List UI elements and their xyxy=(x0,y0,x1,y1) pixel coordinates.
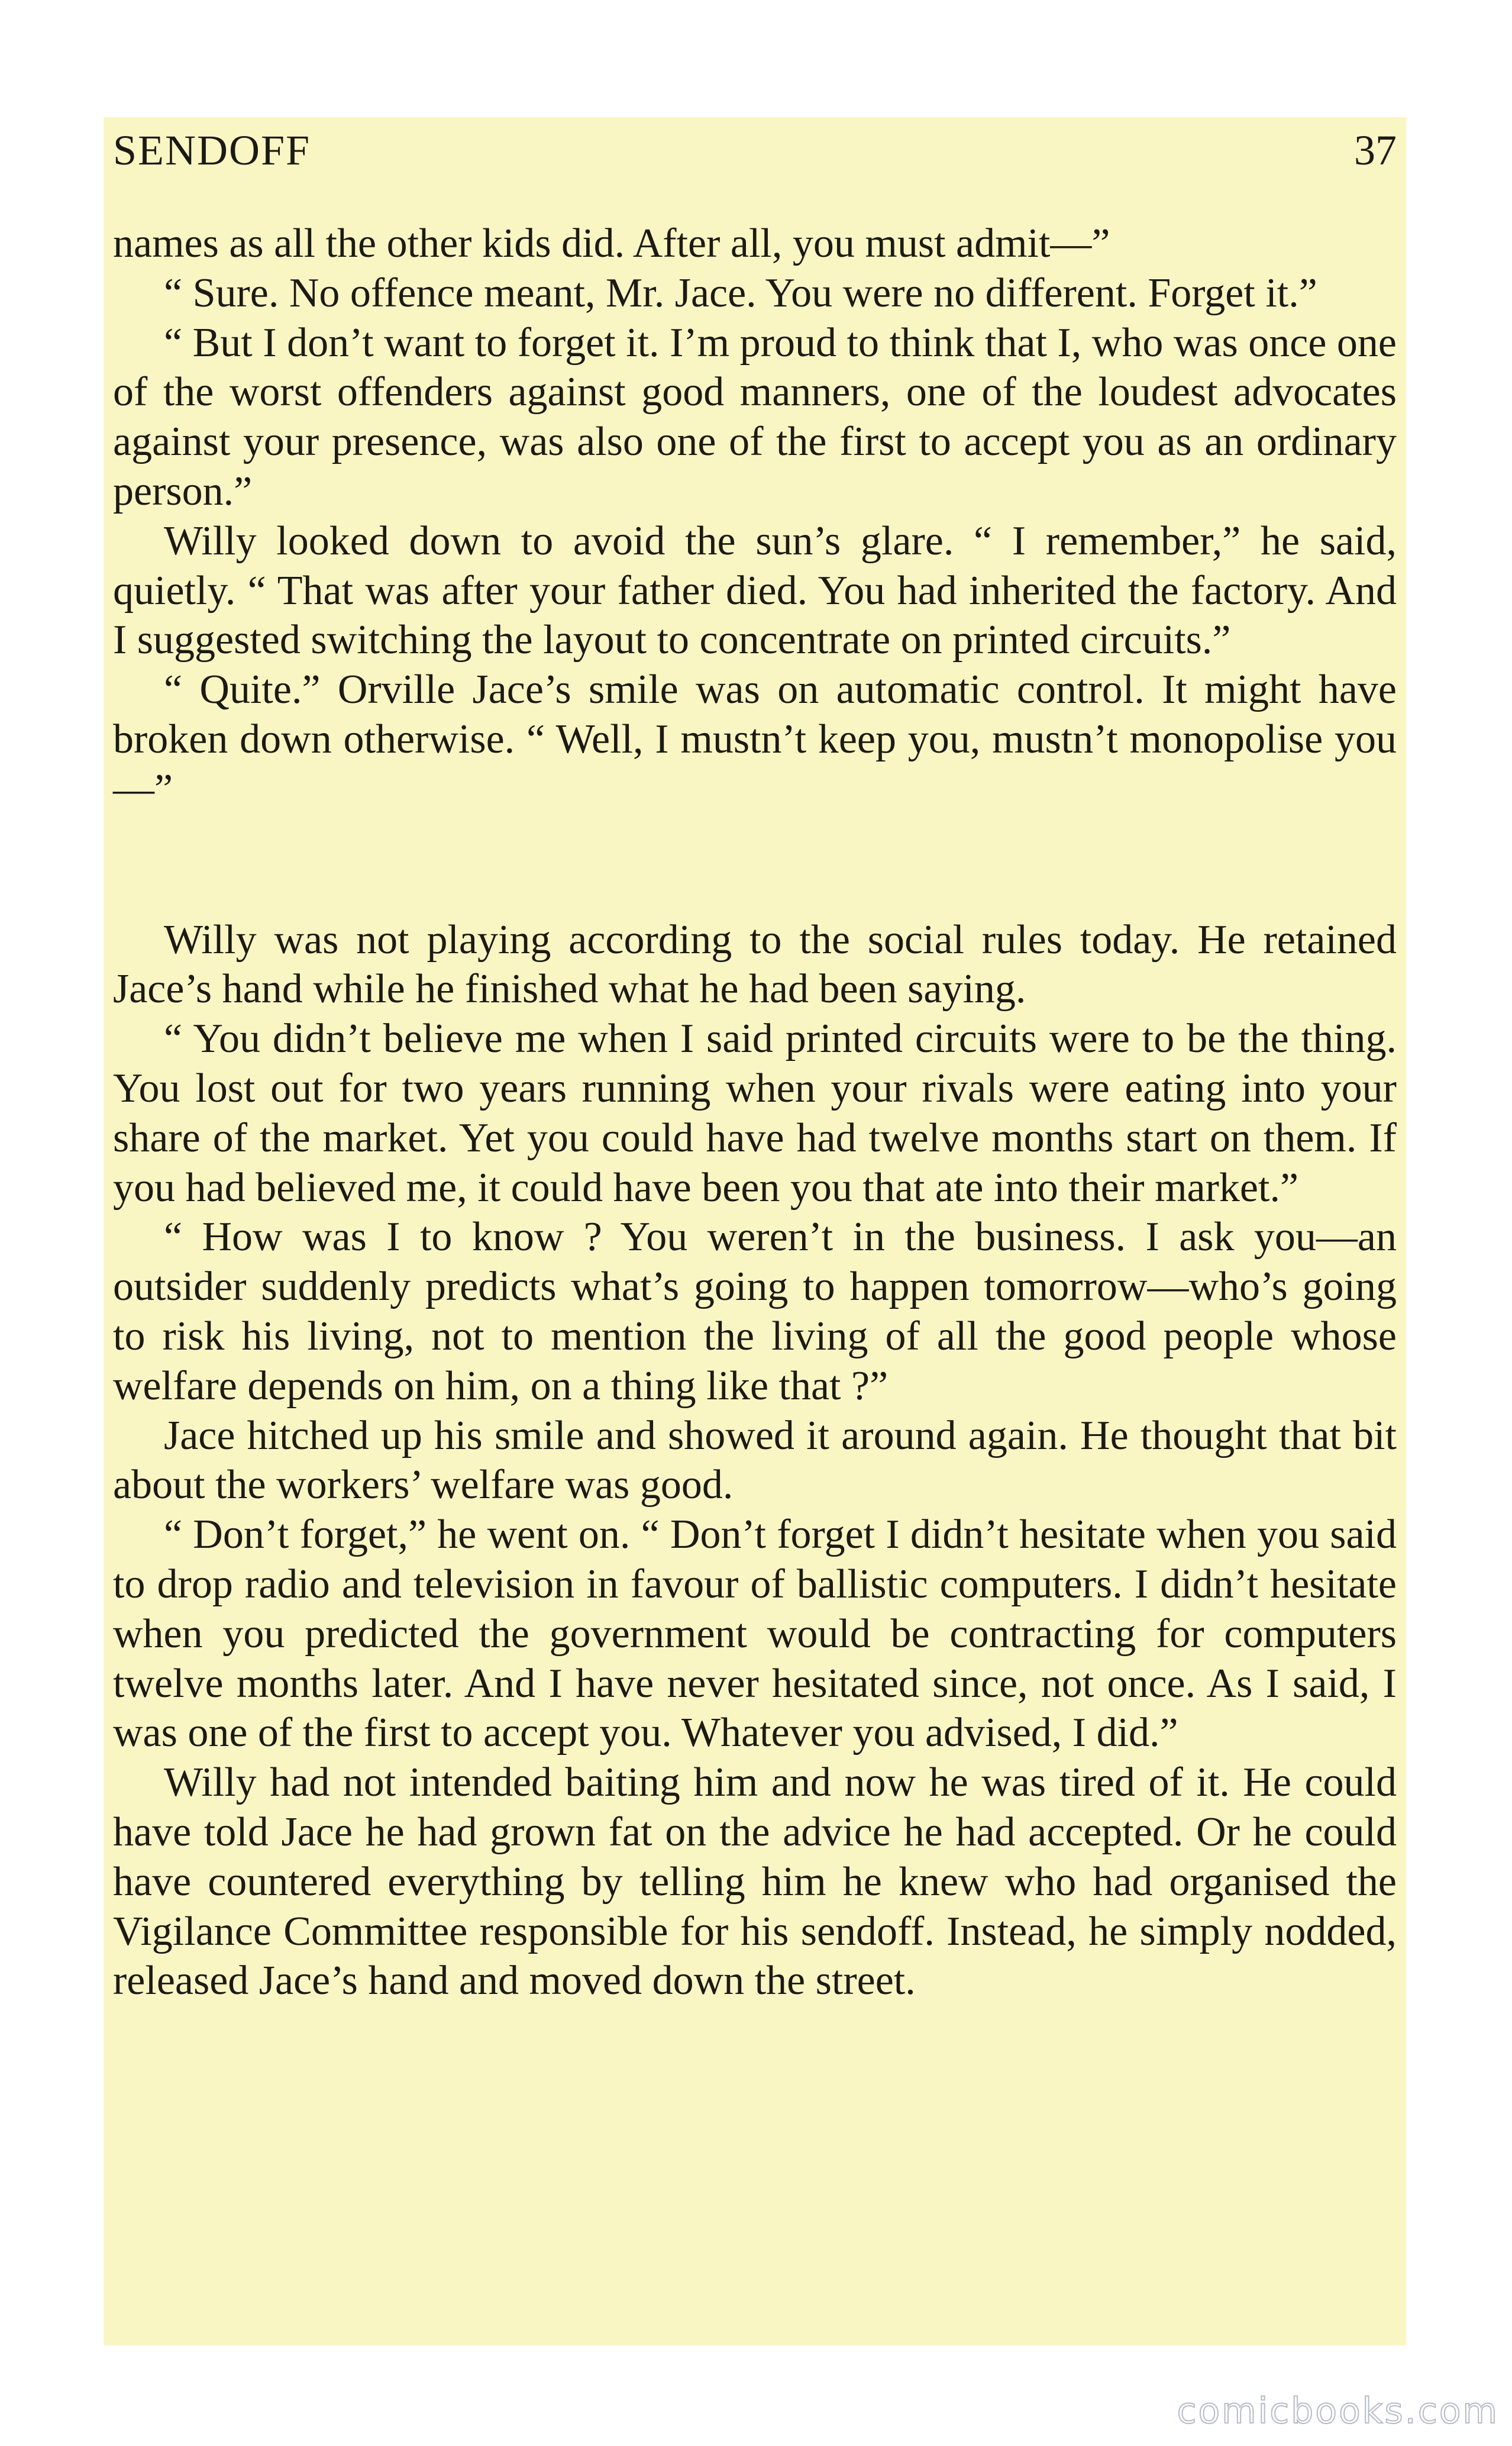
paragraph: Jace hitched up his smile and showed it around again. He thought that bit about the workers’ welfare was good. xyxy=(113,1412,1397,1508)
paragraph: Willy had not intended baiting him and now he was tired of it. He could have told Jace he had grown fat on the advice he had accepted. Or he could have countered everything by telling him he knew who had organised the Vigilance Committee responsible for his sendoff. Instead, he simply nodded, released Jace’s hand and moved down the street. xyxy=(113,1760,1397,2004)
running-title: SENDOFF xyxy=(113,127,311,174)
book-page xyxy=(104,117,1406,2345)
paragraph: “ How was I to know ? You weren’t in the business. I ask you—an outsider suddenly predicts what’s going to happen tomorrow—who’s going to risk his living, not to mention the living of all the good people whose welfare depends on him, on a thing like that ?” xyxy=(113,1214,1397,1409)
body-text xyxy=(113,219,1397,2006)
paragraph: “ Sure. No offence meant, Mr. Jace. You were no different. Forget it.” xyxy=(164,270,1317,316)
watermark: comicbooks.com xyxy=(1177,2390,1499,2432)
page-number: 37 xyxy=(1354,127,1397,174)
paragraph: names as all the other kids did. After all, you must admit—” xyxy=(113,221,1110,266)
paragraph: “ Don’t forget,” he went on. “ Don’t forget I didn’t hesitate when you said to drop radio and television in favour of ballistic computers. I didn’t hesitate when you predicted the government would be contracting for computers twelve months later. And I have never hesitated since, not once. As I said, I was one of the first to accept you. Whatever you advised, I did.” xyxy=(113,1512,1397,1756)
paragraph: Willy was not playing according to the social rules today. He retained Jace’s hand while he finished what he had been saying. xyxy=(113,917,1397,1012)
paragraph: “ Quite.” Orville Jace’s smile was on automatic control. It might have broken down otherwise. “ Well, I mustn’t keep you, mustn’t monopolise you—” xyxy=(113,667,1397,812)
paragraph: Willy looked down to avoid the sun’s glare. “ I remember,” he said, quietly. “ That was after your father died. You had inherited the factory. And I suggested switching the layout to concentrate on printed circuits.” xyxy=(113,518,1397,663)
page-header xyxy=(113,121,1397,180)
paragraph: “ You didn’t believe me when I said printed circuits were to be the thing. You lost out for two years running when your rivals were eating into your share of the market. Yet you could have had twelve months start on them. If you had believed me, it could have been you that ate into their market.” xyxy=(113,1016,1397,1211)
section-break xyxy=(113,814,1397,915)
paragraph: “ But I don’t want to forget it. I’m proud to think that I, who was once one of the worst offenders against good manners, one of the loudest advocates against your presence, was also one of the first to accept you as an ordinary person.” xyxy=(113,320,1397,514)
